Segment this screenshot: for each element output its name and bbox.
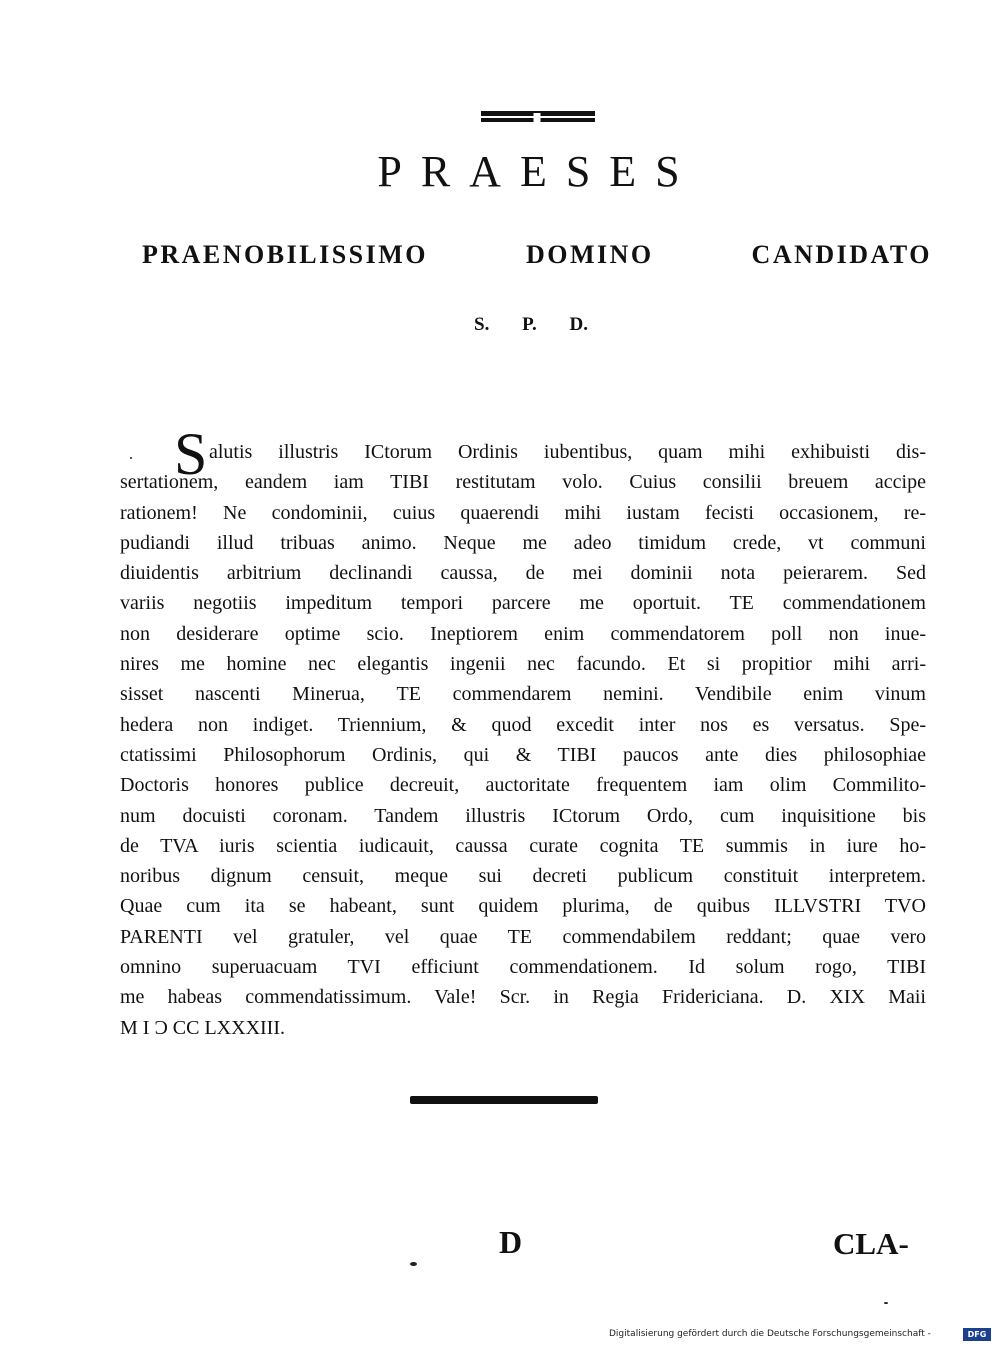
ink-speck [410, 1262, 417, 1266]
salutation-letter: S. [474, 314, 490, 335]
body-line: nires me homine nec elegantis ingenii nec facundo. Et si propitior mihi arri- [120, 653, 926, 676]
ink-speck [130, 457, 132, 459]
bottom-ornamental-rule [410, 1096, 598, 1104]
body-line: sertationem, eandem iam TIBI restitutam volo. Cuius consilii breuem accipe [120, 471, 926, 494]
body-line: noribus dignum censuit, meque sui decreti publicum constituit interpretem. [120, 865, 926, 888]
address-word: DOMINO [525, 240, 654, 269]
ink-speck [884, 1302, 888, 1304]
salutation-letter: D. [569, 314, 588, 335]
body-line: M I Ɔ CC LXXXIII. [120, 1016, 285, 1039]
body-line: PARENTI vel gratuler, vel quae TE commendabilem reddant; quae vero [120, 925, 926, 948]
body-line: num docuisti coronam. Tandem illustris ICtorum Ordo, cum inquisitione bis [120, 804, 926, 827]
page-title: PRAESES [377, 147, 699, 196]
body-line: rationem! Ne condominii, cuius quaerendi mihi iustam fecisti occasionem, re- [120, 501, 926, 524]
address-word: CANDIDATO [751, 240, 932, 269]
digitization-credit: Digitalisierung gefördert durch die Deutsche Forschungsgemeinschaft - [609, 1329, 931, 1339]
address-word: PRAENOBILISSIMO [142, 240, 428, 269]
letter-body [120, 421, 926, 1043]
body-line: Quae cum ita se habeant, sunt quidem plurima, de quibus ILLVSTRI TVO [120, 895, 926, 918]
body-line: me habeas commendatissimum. Vale! Scr. in Regia Fridericiana. D. XIX Maii [120, 986, 926, 1009]
body-line: ctatissimi Philosophorum Ordinis, qui & TIBI paucos ante dies philosophiae [120, 743, 926, 766]
address-line [142, 242, 932, 268]
drop-cap: S [174, 421, 208, 487]
salutation [0, 315, 1000, 334]
top-ornamental-rule [481, 111, 595, 122]
dfg-logo: DFG [963, 1328, 991, 1341]
body-line: diuidentis arbitrium declinandi caussa, de mei dominii nota peierarem. Sed [120, 562, 926, 585]
body-line: hedera non indiget. Triennium, & quod excedit inter nos es versatus. Spe- [120, 713, 926, 736]
signature-mark: D [499, 1224, 523, 1260]
body-line: Doctoris honores publice decreuit, auctoritate frequentem iam olim Commilito- [120, 774, 926, 797]
catchword: CLA- [833, 1226, 909, 1261]
body-line: de TVA iuris scientia iudicauit, caussa curate cognita TE summis in iure ho- [120, 834, 926, 857]
body-line: omnino superuacuam TVI efficiunt commendationem. Id solum rogo, TIBI [120, 956, 926, 979]
body-line: pudiandi illud tribuas animo. Neque me adeo timidum crede, vt communi [120, 531, 926, 554]
body-line: alutis illustris ICtorum Ordinis iubentibus, quam mihi exhibuisti dis- [209, 441, 926, 463]
body-line: sisset nascenti Mineruа, TE commendarem nemini. Vendibile enim vinum [120, 683, 926, 706]
body-line: non desiderare optime scio. Ineptiorem enim commendatorem poll non inue- [120, 622, 926, 645]
body-line: variis negotiis impeditum tempori parcere me oportuit. TE commendationem [120, 592, 926, 615]
salutation-letter: P. [522, 314, 537, 335]
